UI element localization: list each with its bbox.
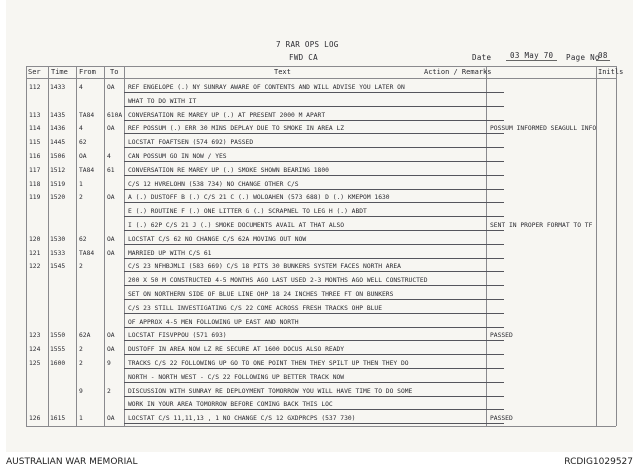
cell-text: C/S 12 HVRELOHN (538 734) NO CHANGE OTHER C/S — [128, 180, 299, 188]
cell-from: 62 — [79, 235, 87, 243]
page-label: Page No — [566, 53, 600, 62]
cell-text: TRACKS C/S 22 FOLLOWING UP GO TO ONE POINT THEN THEY SPILT UP THEN THEY DO — [128, 360, 409, 367]
table-row — [26, 246, 616, 261]
table-row — [26, 149, 616, 164]
cell-from: OA — [79, 153, 87, 160]
log-sheet — [6, 0, 633, 452]
cell-ser: 118 — [29, 180, 41, 188]
cell-ser: 113 — [29, 111, 41, 119]
cell-to: OA — [107, 194, 115, 202]
cell-ser: 117 — [29, 166, 41, 174]
cell-text: REF POSSUM (.) ERR 30 MINS DEPLAY DUE TO SMOKE IN AREA LZ — [128, 125, 345, 133]
cell-text: I (.) 62P C/S 21 J (.) SMOKE DOCUMENTS AVAIL AT THAT ALSO — [128, 222, 345, 229]
date-value: 03 May 70 — [506, 51, 557, 61]
cell-time: 1519 — [50, 180, 66, 188]
cell-from: 2 — [79, 263, 83, 271]
cell-to: OA — [107, 84, 115, 91]
table-row — [26, 411, 616, 426]
cell-ser: 114 — [29, 125, 41, 133]
col-header-time: Time — [51, 68, 68, 76]
table-row — [26, 384, 616, 399]
col-header-to: To — [110, 68, 119, 76]
cell-text: CAN POSSUM GO IN NOW / YES — [128, 153, 227, 160]
cell-text: DUSTOFF IN AREA NOW LZ RE SECURE AT 1600 DOCUS ALSO READY — [128, 346, 345, 354]
table-row — [26, 218, 616, 233]
row-underline — [124, 423, 504, 424]
cell-text: A (.) DUSTOFF B (.) C/S 21 C (.) WOLOAHEN (573 688) D (.) KMEPOM 1630 — [128, 194, 390, 202]
table-row — [26, 315, 616, 330]
cell-time: 1506 — [50, 153, 66, 160]
cell-remarks: PASSED — [490, 332, 513, 340]
cell-from: 9 — [79, 387, 83, 395]
table-row — [26, 259, 616, 274]
cell-to: 610A — [107, 111, 123, 119]
cell-time: 1600 — [50, 360, 66, 367]
cell-to: 4 — [107, 153, 111, 160]
cell-time: 1433 — [50, 84, 66, 91]
table-row — [26, 135, 616, 150]
col-header-ser: Ser — [28, 68, 41, 76]
cell-ser: 122 — [29, 263, 41, 271]
cell-ser: 121 — [29, 249, 41, 257]
cell-ser: 115 — [29, 139, 41, 147]
log-table — [26, 66, 624, 426]
table-row — [26, 121, 616, 136]
table-row — [26, 190, 616, 205]
cell-time: 1533 — [50, 249, 66, 257]
cell-text: LOCSTAT FOAFTSEN (574 692) PASSED — [128, 139, 254, 147]
cell-ser: 125 — [29, 360, 41, 367]
cell-text: LOCSTAT C/S 11,11,13 , 1 NO CHANGE C/S 12 GXDPRCPS (537 730) — [128, 415, 356, 423]
cell-text: REF ENGELOPE (.) NY SUNRAY AWARE OF CONTENTS AND WILL ADVISE YOU LATER ON — [128, 84, 405, 91]
col-header-from: From — [79, 68, 96, 76]
cell-text: CONVERSATION RE MAREY UP (.) AT PRESENT 2000 M APART — [128, 111, 326, 119]
cell-to: 2 — [107, 387, 111, 395]
cell-from: TA84 — [79, 111, 95, 119]
table-row — [26, 342, 616, 357]
cell-time: 1520 — [50, 194, 66, 202]
cell-from: TA84 — [79, 166, 95, 174]
cell-to: OA — [107, 415, 115, 423]
cell-remarks: PASSED — [490, 415, 513, 423]
cell-time: 1436 — [50, 125, 66, 133]
table-row — [26, 328, 616, 343]
cell-from: 62A — [79, 332, 91, 340]
cell-from: 1 — [79, 180, 83, 188]
col-header-text: Text — [274, 68, 291, 76]
cell-to: OA — [107, 235, 115, 243]
footer-reference-id: RCDIG1029527 — [564, 457, 633, 467]
table-row — [26, 232, 616, 247]
cell-ser: 123 — [29, 332, 41, 340]
table-row — [26, 163, 616, 178]
cell-text: CONVERSATION RE MAREY UP (.) SMOKE SHOWN BEARING 1800 — [128, 166, 329, 174]
cell-text: DISCUSSION WITH SUNRAY RE DEPLOYMENT TOMORROW YOU WILL HAVE TIME TO DO SOME — [128, 387, 413, 395]
table-row — [26, 204, 616, 219]
cell-time: 1615 — [50, 415, 66, 423]
cell-time: 1530 — [50, 235, 66, 243]
cell-ser: 120 — [29, 235, 41, 243]
cell-time: 1512 — [50, 166, 66, 174]
cell-ser: 124 — [29, 346, 41, 354]
table-row — [26, 108, 616, 123]
log-subtitle: FWD CA — [289, 53, 318, 62]
cell-to: 61 — [107, 166, 115, 174]
cell-remarks: SENT IN PROPER FORMAT TO TF — [490, 222, 593, 229]
cell-text: C/S 23 NFHBJMLI (583 669) C/S 18 PITS 30 BUNKERS SYSTEM FACES NORTH AREA — [128, 263, 401, 271]
cell-from: 2 — [79, 194, 83, 202]
date-label: Date — [472, 53, 492, 62]
cell-from: TA84 — [79, 249, 95, 257]
cell-text: NORTH - NORTH WEST - C/S 22 FOLLOWING UP BETTER TRACK NOW — [128, 373, 345, 381]
cell-from: 62 — [79, 139, 87, 147]
cell-from: 4 — [79, 125, 83, 133]
table-row — [26, 287, 616, 302]
cell-text: OF APPROX 4-5 MEN FOLLOWING UP EAST AND NORTH — [128, 318, 299, 326]
cell-text: C/S 23 STILL INVESTIGATING C/S 22 COME ACROSS FRESH TRACKS OHP BLUE — [128, 304, 383, 312]
cell-text: LOCSTAT FISVPPOU (571 693) — [128, 332, 227, 340]
cell-to: OA — [107, 125, 115, 133]
cell-ser: 119 — [29, 194, 41, 202]
cell-remarks: POSSUM INFORMED SEAGULL INFO — [490, 125, 597, 133]
table-row — [26, 397, 616, 412]
cell-from: 2 — [79, 360, 83, 367]
table-row — [26, 273, 616, 288]
cell-ser: 112 — [29, 84, 41, 91]
cell-from: 4 — [79, 84, 83, 91]
cell-to: OA — [107, 332, 115, 340]
cell-from: 2 — [79, 346, 83, 354]
table-row — [26, 80, 616, 95]
cell-text: LOCSTAT C/S 62 NO CHANGE C/S 62A MOVING OUT NOW — [128, 235, 307, 243]
table-row — [26, 94, 616, 109]
cell-time: 1445 — [50, 139, 66, 147]
page-value: 08 — [598, 51, 608, 60]
footer-archive-name: AUSTRALIAN WAR MEMORIAL — [6, 457, 138, 467]
cell-to: 9 — [107, 360, 111, 367]
cell-text: 200 X 50 M CONSTRUCTED 4-5 MONTHS AGO LAST USED 2-3 MONTHS AGO WELL CONSTRUCTED — [128, 277, 428, 285]
cell-to: OA — [107, 249, 115, 257]
log-title: 7 RAR OPS LOG — [276, 40, 339, 49]
table-row — [26, 301, 616, 316]
table-row — [26, 370, 616, 385]
cell-text: SET ON NORTHERN SIDE OF BLUE LINE OHP 18 24 INCHES THREE FT ON BUNKERS — [128, 291, 394, 298]
cell-ser: 116 — [29, 153, 41, 160]
cell-text: E (.) ROUTINE F (.) ONE LITTER G (.) SCRAPNEL TO LEG H (.) ABDT — [128, 208, 367, 216]
table-row — [26, 177, 616, 192]
cell-time: 1435 — [50, 111, 66, 119]
table-row — [26, 356, 616, 371]
cell-time: 1550 — [50, 332, 66, 340]
cell-text: WHAT TO DO WITH IT — [128, 97, 197, 105]
cell-to: OA — [107, 346, 115, 354]
cell-text: MARRIED UP WITH C/S 61 — [128, 249, 212, 257]
cell-time: 1555 — [50, 346, 66, 354]
col-header-initials: Initls — [598, 68, 624, 76]
cell-from: 1 — [79, 415, 83, 423]
cell-text: WORK IN YOUR AREA TOMORROW BEFORE COMING BACK THIS LOC — [128, 401, 333, 409]
cell-ser: 126 — [29, 415, 41, 423]
col-header-remarks: Action / Remarks — [424, 68, 492, 76]
cell-time: 1545 — [50, 263, 66, 271]
